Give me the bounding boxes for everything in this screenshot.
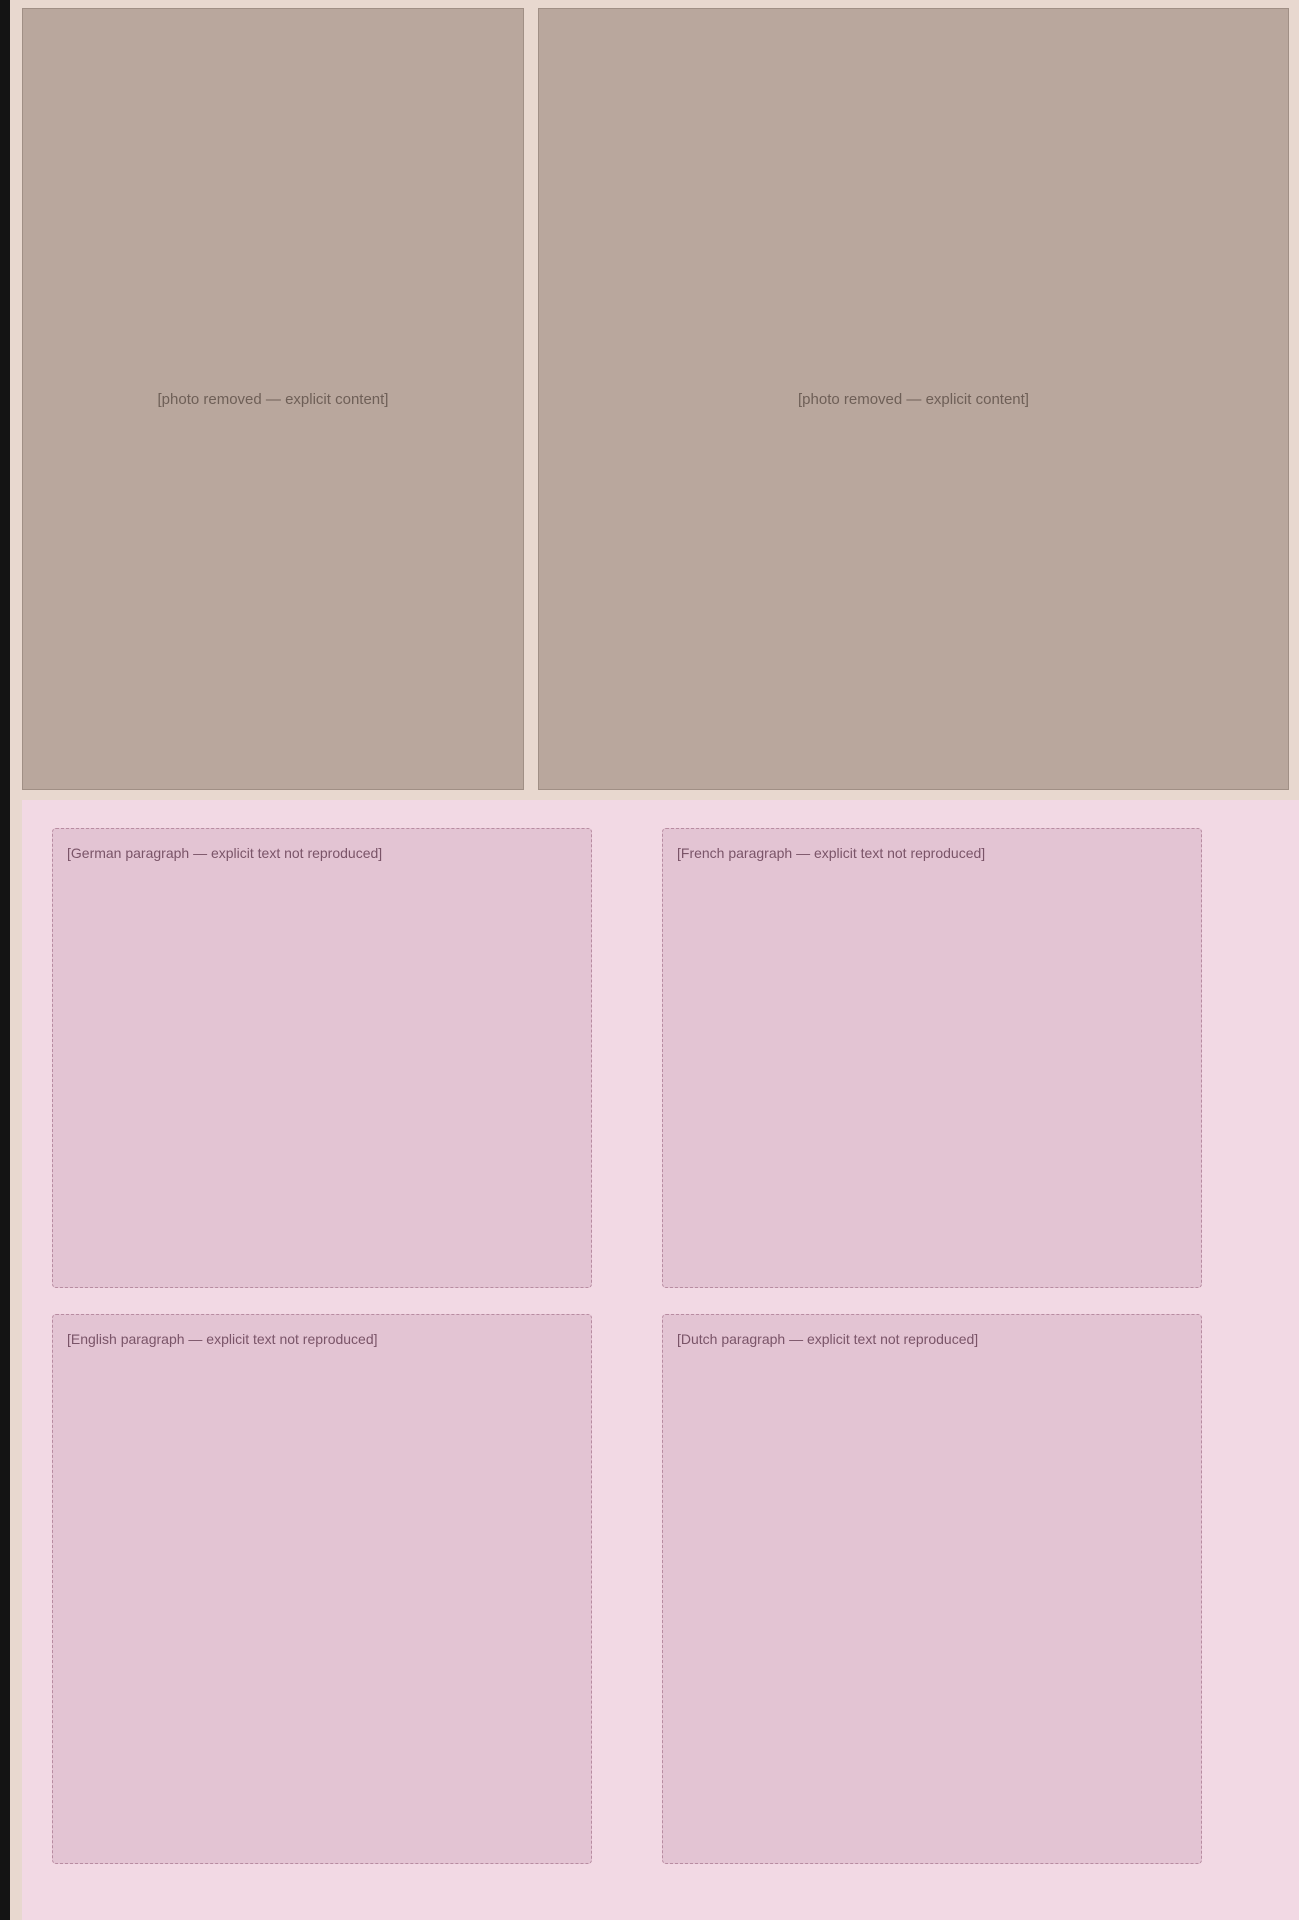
photo-placeholder-right [538,8,1289,790]
page-background [10,0,1299,1920]
photo-placeholder-label: [photo removed — explicit content] [798,390,1029,408]
photo-placeholder-left [22,8,524,790]
paragraph-redacted: [English paragraph — explicit text not reproduced] [52,1314,592,1864]
text-column-right [662,828,1202,1864]
article-text-area [22,800,1299,1920]
paragraph-redacted: [Dutch paragraph — explicit text not reproduced] [662,1314,1202,1864]
photo-placeholder-label: [photo removed — explicit content] [157,390,389,408]
text-column-left [52,828,592,1864]
paragraph-redacted: [German paragraph — explicit text not reproduced] [52,828,592,1288]
paragraph-redacted: [French paragraph — explicit text not reproduced] [662,828,1202,1288]
